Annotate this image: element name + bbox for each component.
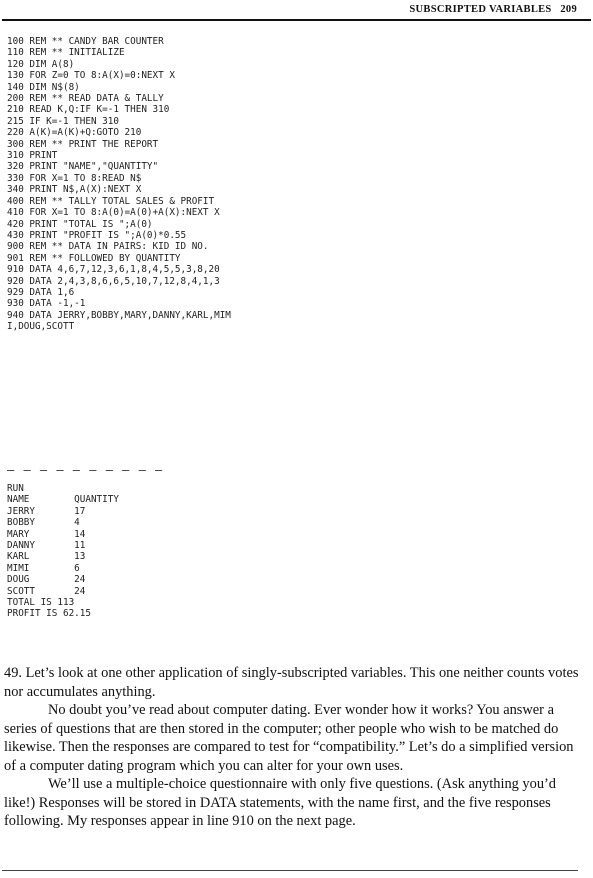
footer-rule xyxy=(2,870,578,871)
paragraph-questionnaire: We’ll use a multiple-choice questionnaire with only five questions. (Ask anything you’d like!) Responses will be stored in DATA statements, with the name first, and the five responses following. My responses appear in line 910 on the next page. xyxy=(4,776,556,829)
paragraph-49: 49. Let’s look at one other application of singly-subscripted variables. This one neither counts votes nor accumulates anything. xyxy=(4,665,579,700)
program-listing: 100 REM ** CANDY BAR COUNTER 110 REM ** INITIALIZE 120 DIM A(8) 130 FOR Z=0 TO 8:A(X)=0:NEXT X 140 DIM N$(8) 200 REM ** READ DATA & TALLY 210 READ K,Q:IF K=-1 THEN 310 215 IF K=-1 THEN 310 220 A(K)=A(K)+Q:GOTO 210 300 REM ** PRINT THE REPORT 310 PRINT 320 PRINT "NAME","QUANTITY" 330 FOR X=1 TO 8:READ N$ 340 PRINT N$,A(X):NEXT X 400 REM ** TALLY TOTAL SALES & PROFIT 410 FOR X=1 TO 8:A(0)=A(0)+A(X):NEXT X 420 PRINT "TOTAL IS ";A(0) 430 PRINT "PROFIT IS ";A(0)*0.55 900 REM ** DATA IN PAIRS: KID ID NO. 901 REM ** FOLLOWED BY QUANTITY 910 DATA 4,6,7,12,3,6,1,8,4,5,5,3,8,20 920 DATA 2,4,3,8,6,6,5,10,7,12,8,4,1,3 929 DATA 1,6 930 DATA -1,-1 940 DATA JERRY,BOBBY,MARY,DANNY,KARL,MIM I,DOUG,SCOTT xyxy=(7,36,231,333)
running-header xyxy=(409,4,577,15)
output-separator: — — — — — — — — — — xyxy=(7,463,164,477)
running-title: SUBSCRIPTED VARIABLES xyxy=(409,4,552,15)
page-number: 209 xyxy=(560,4,577,15)
header-rule xyxy=(2,19,591,21)
run-output: RUN NAME QUANTITY JERRY 17 BOBBY 4 MARY 14 DANNY 11 KARL 13 MIMI 6 DOUG 24 SCOTT 24 TOTAL IS 113 PROFIT IS 62.15 xyxy=(7,483,119,620)
body-text xyxy=(4,664,584,831)
paragraph-computer-dating: No doubt you’ve read about computer dating. Ever wonder how it works? You answer a series of questions that are then stored in the computer; other people who wish to be matched do likewise. Then the responses are compared to test for “compatibility.” Let’s do a simplified version of a computer dating program which you can alter for your own uses. xyxy=(4,702,574,774)
